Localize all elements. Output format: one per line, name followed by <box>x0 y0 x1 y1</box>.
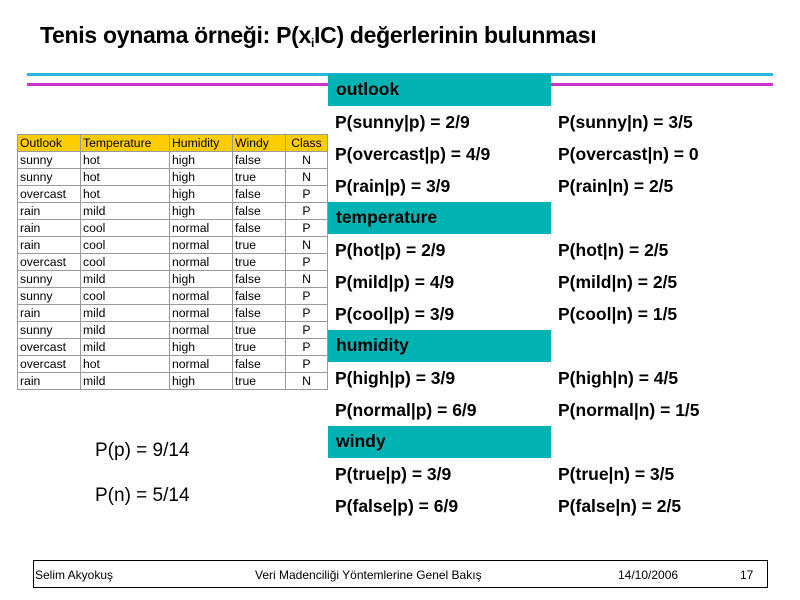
table-cell: false <box>233 203 286 220</box>
probability-row <box>328 298 780 330</box>
table-row <box>18 305 328 322</box>
table-cell: sunny <box>18 288 81 305</box>
footer-page-number: 17 <box>740 568 754 582</box>
table-cell: normal <box>170 305 233 322</box>
table-cell: sunny <box>18 169 81 186</box>
prob-p: P(sunny|p) = 2/9 <box>335 112 470 132</box>
table-row <box>18 271 328 288</box>
table-cell: P <box>286 203 328 220</box>
table-cell: normal <box>170 288 233 305</box>
table-cell: false <box>233 186 286 203</box>
table-header-row <box>18 135 328 152</box>
table-cell: true <box>233 237 286 254</box>
prob-n: P(hot|n) = 2/5 <box>558 240 669 260</box>
probability-row <box>328 234 780 266</box>
table-cell: normal <box>170 254 233 271</box>
table-cell: high <box>170 339 233 356</box>
section-header-humidity: humidity <box>328 330 780 362</box>
probability-row <box>328 362 780 394</box>
section-header-windy: windy <box>328 426 780 458</box>
table-cell: high <box>170 271 233 288</box>
prior-n: P(n) = 5/14 <box>95 485 190 506</box>
table-cell: mild <box>81 373 170 390</box>
probability-row <box>328 458 780 490</box>
prob-n: P(sunny|n) = 3/5 <box>558 112 693 132</box>
table-cell: sunny <box>18 152 81 169</box>
prior-p: P(p) = 9/14 <box>95 440 190 461</box>
prob-p: P(high|p) = 3/9 <box>335 368 456 388</box>
table-cell: N <box>286 152 328 169</box>
table-row <box>18 237 328 254</box>
footer-author: Selim Akyokuş <box>35 568 114 582</box>
table-row <box>18 169 328 186</box>
prob-n: P(true|n) = 3/5 <box>558 464 675 484</box>
table-cell: rain <box>18 220 81 237</box>
footer-date: 14/10/2006 <box>618 568 679 582</box>
table-cell: overcast <box>18 186 81 203</box>
table-cell: rain <box>18 305 81 322</box>
table-row <box>18 339 328 356</box>
table-cell: N <box>286 237 328 254</box>
slide-title: Tenis oynama örneği: $P(x_iIC)$ değerlerinin bulunması <box>40 22 597 50</box>
table-cell: P <box>286 339 328 356</box>
table-cell: true <box>233 322 286 339</box>
probability-row <box>328 266 780 298</box>
table-cell: N <box>286 169 328 186</box>
footer-course: Veri Madenciliği Yöntemlerine Genel Bakış <box>255 568 482 582</box>
table-cell: mild <box>81 203 170 220</box>
table-cell: false <box>233 288 286 305</box>
table-row <box>18 152 328 169</box>
section-header-temperature: temperature <box>328 202 780 234</box>
table-cell: mild <box>81 339 170 356</box>
prob-n: P(false|n) = 2/5 <box>558 496 682 516</box>
table-cell: high <box>170 152 233 169</box>
table-cell: false <box>233 305 286 322</box>
table-cell: normal <box>170 220 233 237</box>
table-cell: rain <box>18 237 81 254</box>
table-cell: hot <box>81 152 170 169</box>
table-cell: overcast <box>18 339 81 356</box>
column-header: Outlook <box>18 135 81 152</box>
table-cell: sunny <box>18 271 81 288</box>
table-cell: normal <box>170 322 233 339</box>
table-cell: P <box>286 305 328 322</box>
table-cell: high <box>170 169 233 186</box>
prob-p: P(true|p) = 3/9 <box>335 464 452 484</box>
table-row <box>18 373 328 390</box>
probability-row <box>328 138 780 170</box>
table-cell: high <box>170 203 233 220</box>
table-cell: false <box>233 356 286 373</box>
table-cell: mild <box>81 322 170 339</box>
prob-n: P(cool|n) = 1/5 <box>558 304 678 324</box>
table-cell: overcast <box>18 254 81 271</box>
column-header: Humidity <box>170 135 233 152</box>
prob-n: P(mild|n) = 2/5 <box>558 272 678 292</box>
table-cell: N <box>286 373 328 390</box>
table-cell: mild <box>81 271 170 288</box>
prob-p: P(overcast|p) = 4/9 <box>335 144 491 164</box>
prob-n: P(high|n) = 4/5 <box>558 368 679 388</box>
prob-p: P(normal|p) = 6/9 <box>335 400 477 420</box>
prob-n: P(normal|n) = 1/5 <box>558 400 700 420</box>
table-cell: sunny <box>18 322 81 339</box>
table-cell: hot <box>81 169 170 186</box>
table-cell: high <box>170 373 233 390</box>
table-cell: overcast <box>18 356 81 373</box>
table-row <box>18 186 328 203</box>
table-cell: mild <box>81 305 170 322</box>
table-cell: P <box>286 220 328 237</box>
prob-p: P(mild|p) = 4/9 <box>335 272 455 292</box>
table-cell: N <box>286 271 328 288</box>
table-cell: P <box>286 356 328 373</box>
table-cell: true <box>233 373 286 390</box>
prob-p: P(rain|p) = 3/9 <box>335 176 451 196</box>
table-cell: rain <box>18 203 81 220</box>
probability-row <box>328 106 780 138</box>
table-cell: hot <box>81 356 170 373</box>
table-cell: P <box>286 322 328 339</box>
table-cell: P <box>286 288 328 305</box>
probability-row <box>328 170 780 202</box>
table-cell: normal <box>170 356 233 373</box>
tennis-data-table <box>17 134 328 390</box>
table-row <box>18 322 328 339</box>
section-header-outlook: outlook <box>328 74 780 106</box>
conditional-probability-table <box>328 74 780 522</box>
column-header: Temperature <box>81 135 170 152</box>
table-cell: false <box>233 220 286 237</box>
probability-row <box>328 394 780 426</box>
table-row <box>18 254 328 271</box>
table-cell: cool <box>81 254 170 271</box>
table-cell: true <box>233 169 286 186</box>
table-cell: P <box>286 254 328 271</box>
table-cell: rain <box>18 373 81 390</box>
table-row <box>18 220 328 237</box>
table-cell: hot <box>81 186 170 203</box>
table-cell: true <box>233 254 286 271</box>
table-cell: false <box>233 152 286 169</box>
table-cell: P <box>286 186 328 203</box>
prob-n: P(rain|n) = 2/5 <box>558 176 674 196</box>
column-header: Windy <box>233 135 286 152</box>
prob-n: P(overcast|n) = 0 <box>558 144 699 164</box>
table-cell: normal <box>170 237 233 254</box>
slide-footer <box>33 560 768 588</box>
table-row <box>18 288 328 305</box>
column-header: Class <box>286 135 328 152</box>
table-cell: false <box>233 271 286 288</box>
probability-row <box>328 490 780 522</box>
table-row <box>18 356 328 373</box>
table-cell: cool <box>81 288 170 305</box>
prob-p: P(false|p) = 6/9 <box>335 496 459 516</box>
table-row <box>18 203 328 220</box>
table-cell: true <box>233 339 286 356</box>
table-cell: cool <box>81 237 170 254</box>
prob-p: P(hot|p) = 2/9 <box>335 240 446 260</box>
table-cell: cool <box>81 220 170 237</box>
table-cell: high <box>170 186 233 203</box>
prob-p: P(cool|p) = 3/9 <box>335 304 455 324</box>
